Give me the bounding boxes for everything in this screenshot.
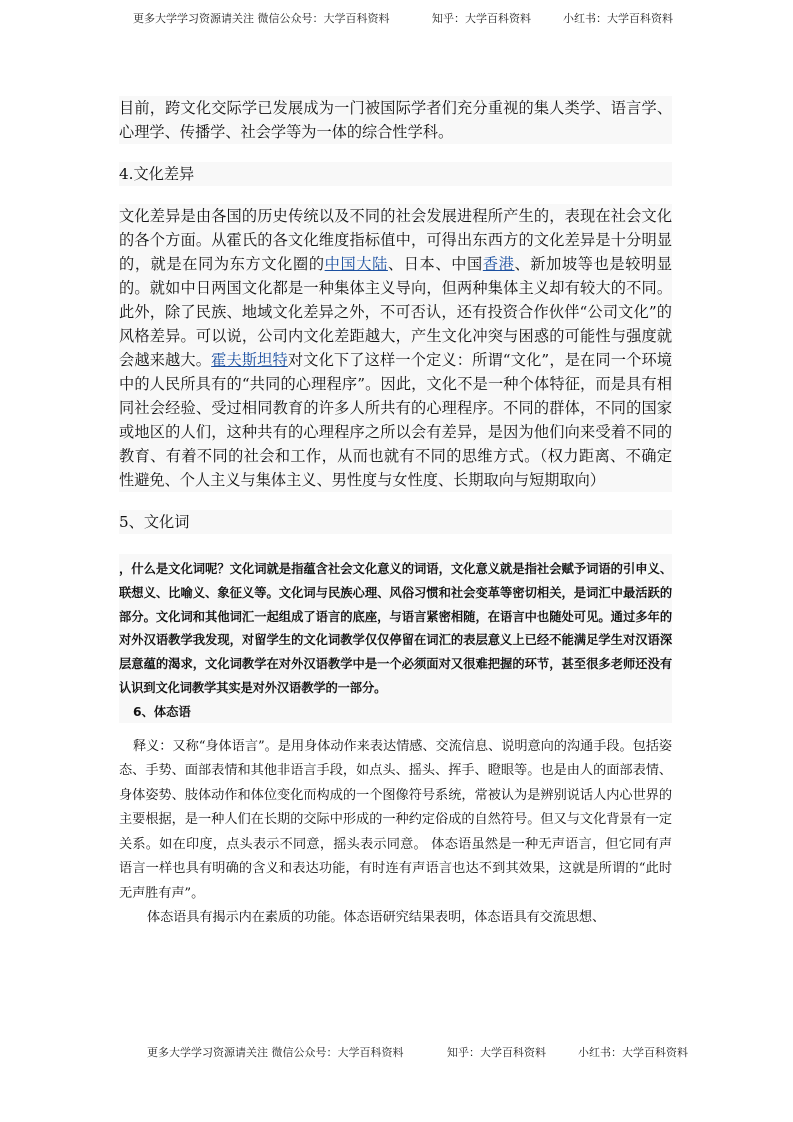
header-xiaohongshu: 小红书：大学百科资料 — [563, 12, 673, 25]
spacer — [119, 723, 672, 735]
section5-paragraph: ，什么是文化词呢？文化词就是指蕴含社会文化意义的词语，文化意义就是指社会赋予词语的引申义、联想义、比喻义、象征义等。文化词与民族心理、风俗习惯和社会变革等密切相关，是词汇中最活跃的部分。文化词和其他词汇一起组成了语言的底座，与语言紧密相随，在语言中也随处可见。通过多年的对外汉语教学我发现，对留学生的文化词教学仅仅停留在词汇的表层意义上已经不能满足学生对汉语深层意蕴的渴求，文化词教学在对外汉语教学中是一个必须面对又很难把握的环节，甚至很多老师还没有认识到文化词教学其实是对外汉语教学的一部分。 — [119, 562, 672, 695]
link-hong-kong[interactable]: 香港 — [482, 255, 515, 273]
spacer — [119, 492, 672, 510]
section4-text-part3: 、新加坡等也是较明显的。就如中日两国文化都是一种集体主义导向，但两种集体主义却有较大的不同。此外，除了民族、地域文化差异之外，不可否认，还有投资合作伙伴“公司文化”的风格差异。可以说，公司内文化差距越大，产生文化冲突与困惑的可能性与强度就会越来越大。 — [119, 255, 673, 369]
section5-heading-block — [119, 510, 672, 534]
section4-text-part4: 对文化下了这样一个定义：所谓“文化”，是在同一个环境中的人民所具有的“共同的心理程序”。因此，文化不是一种个体特征，而是具有相同社会经验、受过相同教育的许多人所共有的心理程序。不同的群体，不同的国家或地区的人们，这种共有的心理程序之所以会有差异，是因为他们向来受着不同的教育、有着不同的社会和工作，从而也就有不同的思维方式。（权力距离、不确定性避免、个人主义与集体主义、男性度与女性度、长期取向与短期取向） — [119, 351, 673, 489]
document-body — [119, 96, 672, 931]
section5-body-block — [119, 554, 672, 723]
header-zhihu: 知乎：大学百科资料 — [432, 12, 531, 25]
intro-block — [119, 96, 672, 144]
spacer — [119, 186, 672, 204]
section4-text-part1: 文化差异是由各国的历史传统以及不同的社会发展进程所产生的，表现在社会文化的各个方面。从霍氏的各文化维度指标值中，可得出东西方的文化差异是十分明显的，就是在同为东方文化圈的 — [119, 207, 672, 273]
link-china-mainland[interactable]: 中国大陆 — [324, 255, 388, 273]
section6-paragraph1: 释义：又称“身体语言”。是用身体动作来表达情感、交流信息、说明意向的沟通手段。包括姿态、手势、面部表情和其他非语言手段，如点头、摇头、挥手、瞪眼等。也是由人的面部表情、身体姿势、肢体动作和体位变化而构成的一个图像符号系统，常被认为是辨别说话人内心世界的主要根据，是一种人们在长期的交际中形成的一种约定俗成的自然符号。但又与文化背景有一定关系。如在印度，点头表示不同意，摇头表示同意。 体态语虽然是一种无声语言，但它同有声语言一样也具有明确的含义和表达功能，有时连有声语言也达不到其效果，这就是所谓的“此时无声胜有声”。 — [119, 738, 672, 901]
section4-paragraph — [119, 204, 672, 492]
section4-heading: 4.文化差异 — [119, 165, 195, 183]
section6-paragraph2: 体态语具有揭示内在素质的功能。体态语研究结果表明，体态语具有交流思想、 — [147, 910, 606, 926]
spacer — [119, 144, 672, 162]
header-notice: 更多大学学习资源请关注 微信公众号：大学百科资料 — [133, 12, 390, 25]
section6-heading: 6、体态语 — [133, 704, 191, 719]
section4-text-part2: 、日本、中国 — [387, 255, 483, 273]
footer-zhihu: 知乎：大学百科资料 — [447, 1046, 546, 1059]
link-hofstede[interactable]: 霍夫斯坦特 — [211, 351, 288, 369]
intro-paragraph: 目前，跨文化交际学已发展成为一门被国际学者们充分重视的集人类学、语言学、心理学、传播学、社会学等为一体的综合性学科。 — [119, 99, 672, 141]
section4-body-block — [119, 204, 672, 492]
footer-xiaohongshu: 小红书：大学百科资料 — [578, 1046, 688, 1059]
section4-heading-block — [119, 162, 672, 186]
section5-heading: 5、文化词 — [119, 513, 190, 531]
spacer — [119, 534, 672, 554]
footer-notice: 更多大学学习资源请关注 微信公众号：大学百科资料 — [147, 1046, 404, 1059]
